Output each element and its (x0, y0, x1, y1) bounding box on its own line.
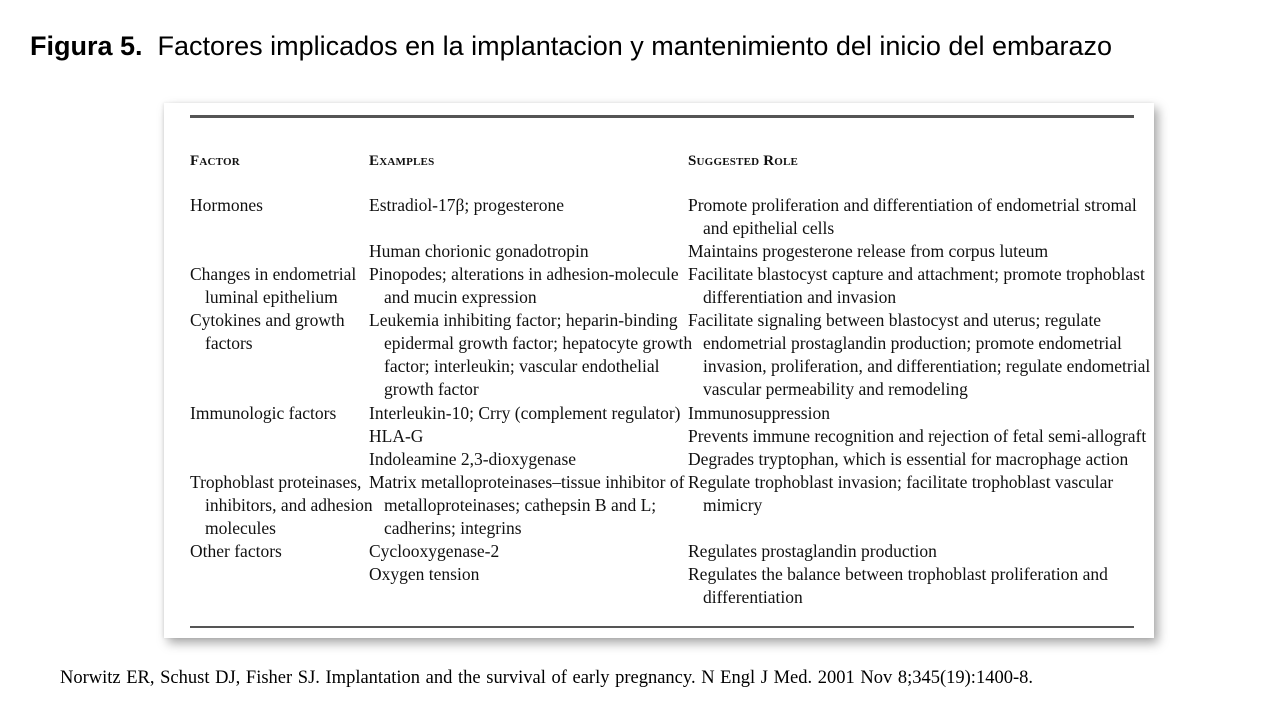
examples-cell: Matrix metalloproteinases–tissue inhibitor of metalloproteinases; cathepsin B and L; cadherins; integrins (369, 472, 685, 538)
header-suggested-role: Suggested Role (688, 153, 799, 169)
examples-cell: Cyclooxygenase-2 (369, 541, 500, 561)
role-cell: Facilitate blastocyst capture and attachment; promote trophoblast differentiation and invasion (688, 264, 1145, 307)
slide-title (30, 28, 1112, 64)
examples-cell: Indoleamine 2,3-dioxygenase (369, 449, 577, 469)
role-cell: Promote proliferation and differentiation of endometrial stromal and epithelial cells (688, 195, 1137, 238)
table-bottom-rule (190, 626, 1134, 628)
role-cell: Facilitate signaling between blastocyst and uterus; regulate endometrial prostaglandin production; promote endometrial invasion, proliferation, and differentiation; regulate endometrial vascular permeability and remodeling (688, 310, 1151, 399)
role-cell: Immunosuppression (688, 403, 830, 423)
examples-cell: Estradiol-17β; progesterone (369, 195, 565, 215)
factor-cell: Cytokines and growth factors (190, 310, 345, 353)
role-cell: Regulates prostaglandin production (688, 541, 937, 561)
factor-cell: Changes in endometrial luminal epithelium (190, 264, 357, 307)
factors-table (164, 103, 1154, 638)
examples-cell: Oxygen tension (369, 564, 480, 584)
table-top-rule (190, 115, 1134, 118)
examples-cell: Pinopodes; alterations in adhesion-molecule and mucin expression (369, 264, 679, 307)
role-cell: Prevents immune recognition and rejection of fetal semi-allograft (688, 426, 1147, 446)
examples-cell: Human chorionic gonadotropin (369, 241, 589, 261)
header-examples: Examples (369, 153, 435, 169)
header-factor: Factor (190, 153, 240, 169)
figure-caption: Factores implicados en la implantacion y mantenimiento del inicio del embarazo (157, 31, 1113, 61)
factor-cell: Other factors (190, 541, 282, 561)
examples-cell: HLA-G (369, 426, 424, 446)
factor-cell: Immunologic factors (190, 403, 337, 423)
factor-cell: Trophoblast proteinases, inhibitors, and adhesion molecules (190, 472, 373, 538)
role-cell: Regulate trophoblast invasion; facilitate trophoblast vascular mimicry (688, 472, 1114, 515)
role-cell: Maintains progesterone release from corpus luteum (688, 241, 1049, 261)
figure-label: Figura 5. (30, 31, 143, 61)
role-cell: Regulates the balance between trophoblast proliferation and differentiation (688, 564, 1108, 607)
role-cell: Degrades tryptophan, which is essential for macrophage action (688, 449, 1129, 469)
examples-cell: Leukemia inhibiting factor; heparin-binding epidermal growth factor; hepatocyte growth factor; interleukin; vascular endothelial growth factor (369, 310, 693, 399)
examples-cell: Interleukin-10; Crry (complement regulator) (369, 403, 681, 423)
citation: Norwitz ER, Schust DJ, Fisher SJ. Implantation and the survival of early pregnancy. N Engl J Med. 2001 Nov 8;345(19):1400-8. (60, 668, 1033, 688)
factor-cell: Hormones (190, 195, 263, 215)
